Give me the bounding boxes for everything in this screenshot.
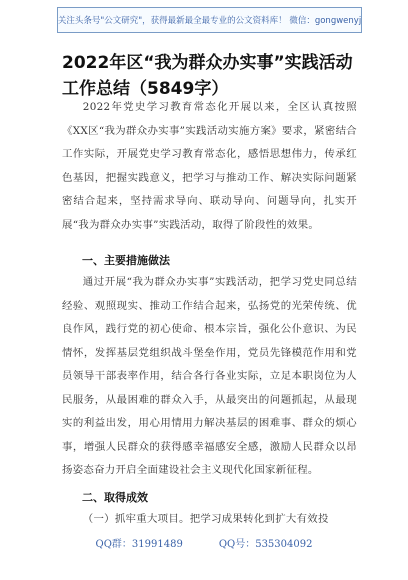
measures-paragraph: 通过开展“我为群众办实事”实践活动，把学习党史同总结经验、观照现实、推动工作结合起来，弘扬党的光荣传统、优良作风，践行党的初心使命、根本宗旨，强化公仆意识、为民情怀，发挥基层党组织战斗堡垒作用，党员先锋模范作用和党员领导干部表率作用，结合各行各业实际，立足本职岗位为人民服务，从最困难的群众入手，从最突出的问题抓起，从最现实的利益出发，用心用情用力解决基层的困难事、群众的烦心事，增强人民群众的获得感幸福感安全感，激励人民群众以昂扬姿态奋力开启全面建设社会主义现代化国家新征程。 (62, 276, 357, 476)
qq-number-text: QQ号：535304092 (218, 539, 313, 550)
section-heading-results: 二、取得成效 (82, 491, 148, 504)
promo-banner (57, 7, 362, 33)
results-paragraph: （一）抓牢重大项目。把学习成果转化到扩大有效投 (82, 513, 329, 525)
qq-group-text: QQ群：31991489 (95, 539, 183, 550)
section-heading-measures: 一、主要措施做法 (82, 254, 170, 267)
intro-paragraph: 2022年党史学习教育常态化开展以来，全区认真按照《XX区“我为群众办实事”实践活动实施方案》要求，紧密结合工作实际，开展党史学习教育常态化，感悟思想伟力，传承红色基因，把握实践意义，把学习与推动工作、解决实际问题紧密结合起来，坚持需求导向、联动导向、问题导向，扎实开展“我为群众办实事”实践活动，取得了阶段性的效果。 (62, 101, 357, 231)
promo-banner-text: 关注头条号"公文研究"，获得最新最全最专业的公文资料库！ 微信：gongwenyj (57, 16, 362, 26)
document-title: 2022年区“我为群众办实事”实践活动工作总结（5849字） (62, 53, 353, 99)
contact-footer (0, 535, 408, 557)
